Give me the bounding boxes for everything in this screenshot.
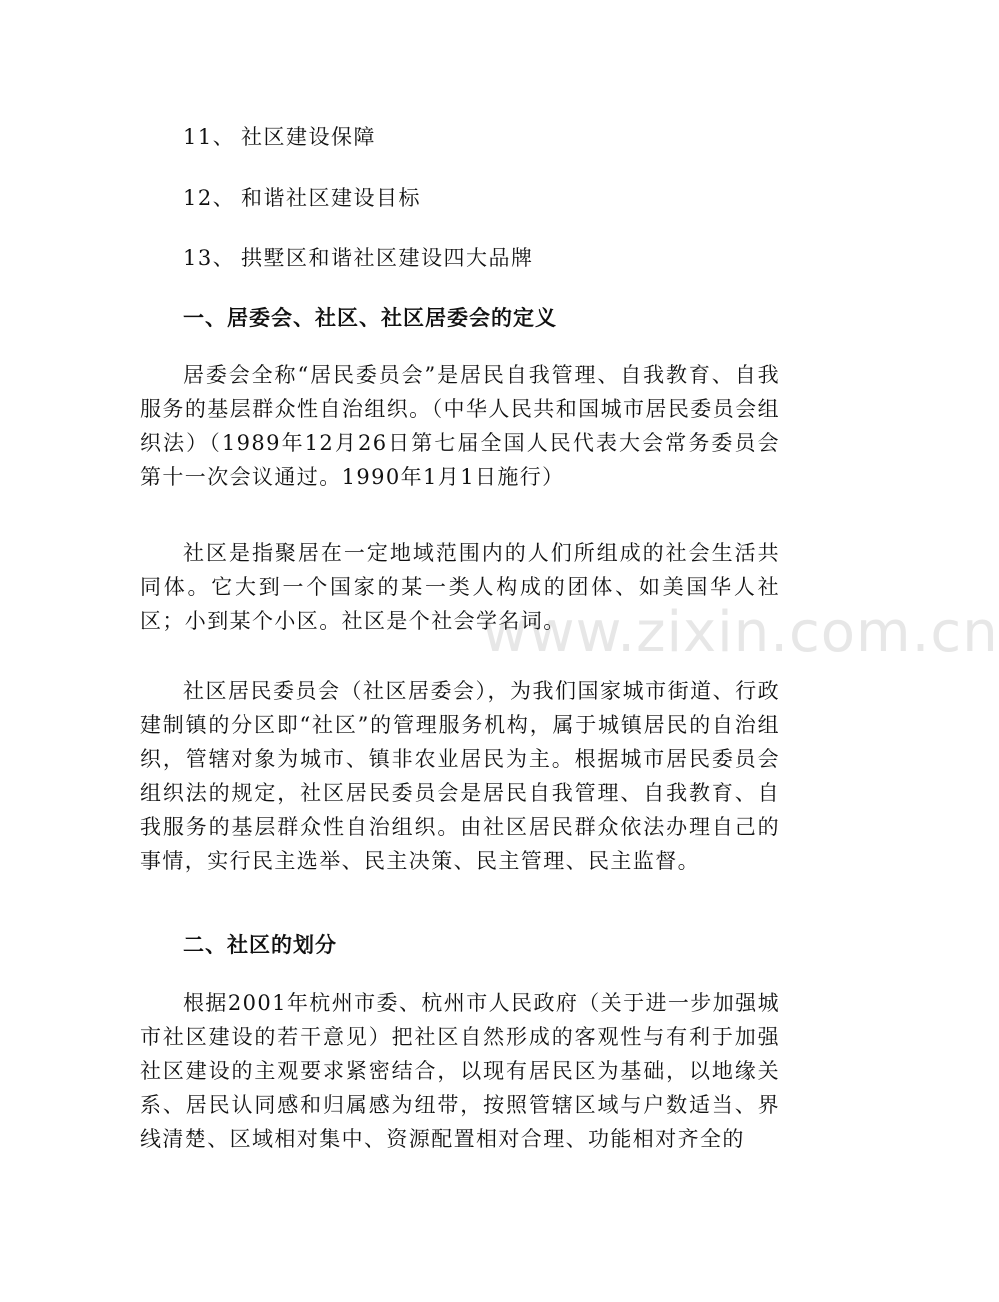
toc-label: 和谐社区建设目标: [241, 186, 421, 210]
toc-item: [183, 121, 376, 151]
toc-item: [183, 182, 421, 212]
toc-number: 11、: [183, 125, 236, 149]
watermark: www.zixin.com.cn: [482, 600, 999, 665]
toc-item: [183, 242, 534, 272]
paragraph: 社区居民委员会（社区居委会），为我们国家城市街道、行政建制镇的分区即“社区”的管理服务机构，属于城镇居民的自治组织，管辖对象为城市、镇非农业居民为主。根据城市居民委员会组织法的规定，社区居民委员会是居民自我管理、自我教育、自我服务的基层群众性自治组织。由社区居民群众依法办理自己的事情，实行民主选举、民主决策、民主管理、民主监督。: [140, 679, 780, 873]
paragraph: 社区是指聚居在一定地域范围内的人们所组成的社会生活共同体。它大到一个国家的某一类人构成的团体、如美国华人社区；小到某个小区。社区是个社会学名词。: [140, 541, 780, 633]
toc-label: 拱墅区和谐社区建设四大品牌: [241, 246, 534, 270]
paragraph: 根据2001年杭州市委、杭州市人民政府（关于进一步加强城市社区建设的若干意见）把社区自然形成的客观性与有利于加强社区建设的主观要求紧密结合，以现有居民区为基础，以地缘关系、居民认同感和归属感为纽带，按照管辖区域与户数适当、界线清楚、区域相对集中、资源配置相对合理、功能相对齐全的: [140, 991, 780, 1151]
toc-number: 13、: [183, 246, 236, 270]
paragraph: 居委会全称“居民委员会”是居民自我管理、自我教育、自我服务的基层群众性自治组织。（中华人民共和国城市居民委员会组织法）（1989年12月26日第七届全国人民代表大会常务委员会第十一次会议通过。1990年1月1日施行）: [140, 363, 780, 489]
section-heading: 二、社区的划分: [183, 933, 337, 957]
toc-label: 社区建设保障: [241, 125, 376, 149]
toc-number: 12、: [183, 186, 236, 210]
section-heading: 一、居委会、社区、社区居委会的定义: [183, 306, 557, 330]
